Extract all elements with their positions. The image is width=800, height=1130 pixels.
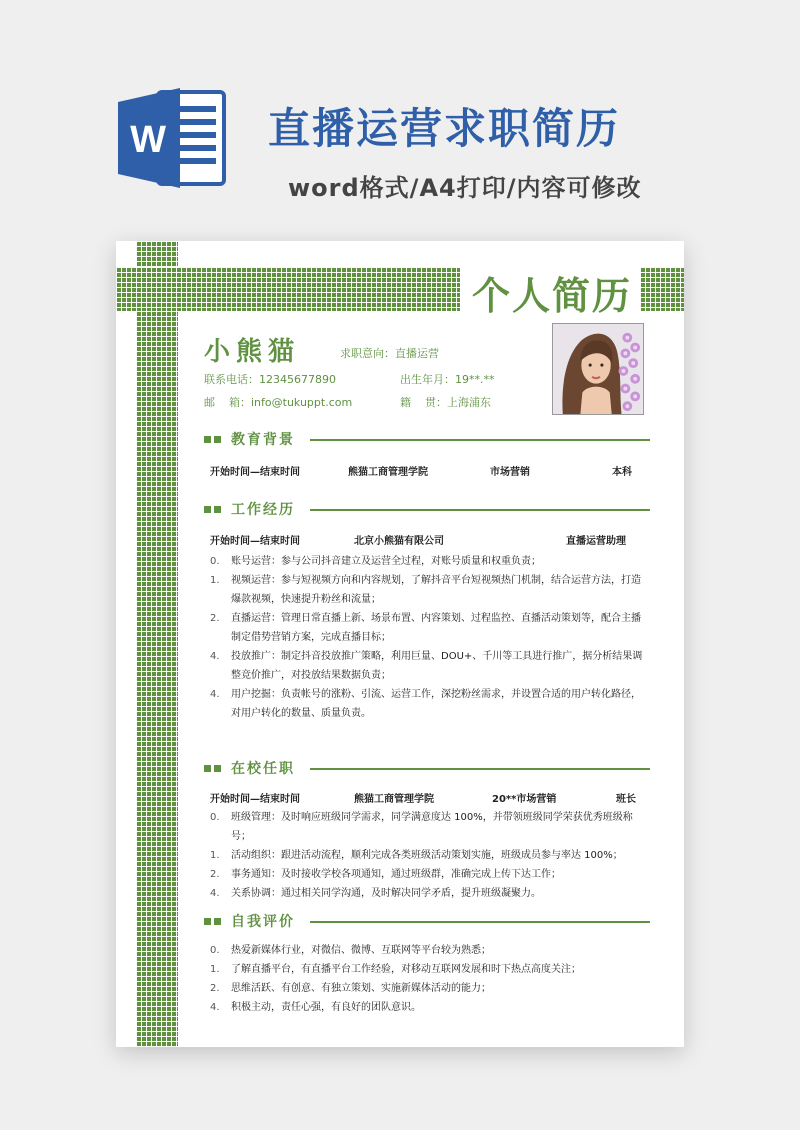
role-school: 熊猫工商管理学院: [354, 794, 434, 805]
resume-heading: 个人简历: [472, 274, 633, 318]
list-item: 2. 事务通知：及时接收学校各项通知，通过班级群，准确完成上传下达工作；: [210, 869, 561, 880]
birth-date: [400, 371, 495, 387]
education-degree: 本科: [612, 467, 632, 478]
section-title: 在校任职: [231, 761, 295, 777]
list-item: 4. 关系协调：通过相关同学沟通，及时解决同学矛盾，提升班级凝聚力。: [210, 888, 541, 899]
role-time: 开始时间—结束时间: [210, 794, 300, 805]
profile-photo: [552, 323, 644, 415]
section-divider: [310, 509, 650, 511]
banner-subtitle: word格式/A4打印/内容可修改: [288, 174, 642, 202]
list-item: 0. 热爱新媒体行业，对微信、微博、互联网等平台较为熟悉；: [210, 945, 491, 956]
section-marker-icon: [214, 918, 221, 925]
education-row: [210, 463, 640, 479]
section-education: [204, 429, 650, 449]
section-title: 自我评价: [231, 914, 295, 930]
work-list: [210, 552, 650, 723]
contact-email: [204, 394, 352, 410]
list-item: 0. 账号运营：参与公司抖音建立及运营全过程，对账号质量和权重负责；: [210, 556, 541, 567]
list-item: 4. 投放推广：制定抖音投放推广策略，利用巨量、DOU+、千川等工具进行推广，据分析结果调整竞价推广，对投放结果数据负责；: [210, 651, 643, 681]
list-item: 2. 思维活跃、有创意、有独立策划、实施新媒体活动的能力；: [210, 983, 491, 994]
word-logo-letter: W: [130, 119, 166, 161]
self-eval-list: [210, 941, 650, 1017]
list-item: 1. 视频运营：参与短视频方向和内容规划，了解抖音平台短视频热门机制，结合运营方法，打造爆款视频，快速提升粉丝和流量；: [210, 575, 641, 605]
word-document-icon: [118, 86, 228, 190]
work-row: [210, 532, 640, 548]
list-item: 1. 活动组织：跟进活动流程，顺利完成各类班级活动策划实施，班级成员参与率达 100%；: [210, 850, 623, 861]
section-title: 教育背景: [231, 432, 295, 448]
decorative-grid-top: [116, 267, 460, 311]
banner-title: 直播运营求职简历: [268, 104, 621, 153]
decorative-grid-top-right: [640, 267, 684, 311]
decorative-grid-left: [136, 241, 178, 1047]
phone-label: 联系电话：: [204, 373, 259, 386]
section-marker-icon: [214, 506, 221, 513]
section-self-eval: [204, 911, 650, 931]
list-item: 2. 直播运营：管理日常直播上新、场景布置、内容策划、过程监控、直播活动策划等，配合主播制定借势营销方案，完成直播目标；: [210, 613, 641, 643]
work-position: 直播运营助理: [566, 536, 626, 547]
section-school-roles: [204, 758, 650, 778]
school-role-row: [210, 790, 640, 806]
work-time: 开始时间—结束时间: [210, 536, 300, 547]
job-intent: 求职意向：直播运营: [340, 347, 439, 360]
section-marker-icon: [204, 506, 211, 513]
role-org: 20**市场营销: [492, 794, 557, 805]
list-item: 1. 了解直播平台，有直播平台工作经验，对移动互联网发展和时下热点高度关注；: [210, 964, 581, 975]
email-label: 邮 箱：: [204, 396, 251, 409]
work-company: 北京小熊猫有限公司: [354, 536, 444, 547]
hometown: [400, 394, 491, 410]
resume-page: [116, 241, 684, 1047]
section-marker-icon: [204, 918, 211, 925]
list-item: 0. 班级管理：及时响应班级同学需求，同学满意度达 100%，并带领班级同学荣获优秀班级称号；: [210, 812, 633, 842]
contact-phone: [204, 371, 336, 387]
candidate-name: 小熊猫: [204, 337, 301, 367]
list-item: 4. 积极主动，责任心强，有良好的团队意识。: [210, 1002, 421, 1013]
hometown-value: 上海浦东: [447, 396, 491, 409]
section-marker-icon: [214, 765, 221, 772]
email-value: info@tukuppt.com: [251, 396, 353, 409]
section-marker-icon: [204, 765, 211, 772]
hometown-label: 籍 贯：: [400, 396, 447, 409]
education-major: 市场营销: [490, 467, 530, 478]
section-work: [204, 499, 650, 519]
section-divider: [310, 921, 650, 923]
section-title: 工作经历: [231, 502, 295, 518]
role-title: 班长: [616, 794, 636, 805]
phone-value: 12345677890: [259, 373, 336, 386]
list-item: 4. 用户挖掘：负责帐号的涨粉、引流、运营工作，深挖粉丝需求，并设置合适的用户转化路径，对用户转化的数量、质量负责。: [210, 689, 641, 719]
school-role-list: [210, 808, 650, 903]
education-school: 熊猫工商管理学院: [348, 467, 428, 478]
birth-value: 19**.**: [455, 373, 495, 386]
section-marker-icon: [214, 436, 221, 443]
birth-label: 出生年月：: [400, 373, 455, 386]
section-divider: [310, 768, 650, 770]
education-time: 开始时间—结束时间: [210, 467, 300, 478]
section-marker-icon: [204, 436, 211, 443]
section-divider: [310, 439, 650, 441]
